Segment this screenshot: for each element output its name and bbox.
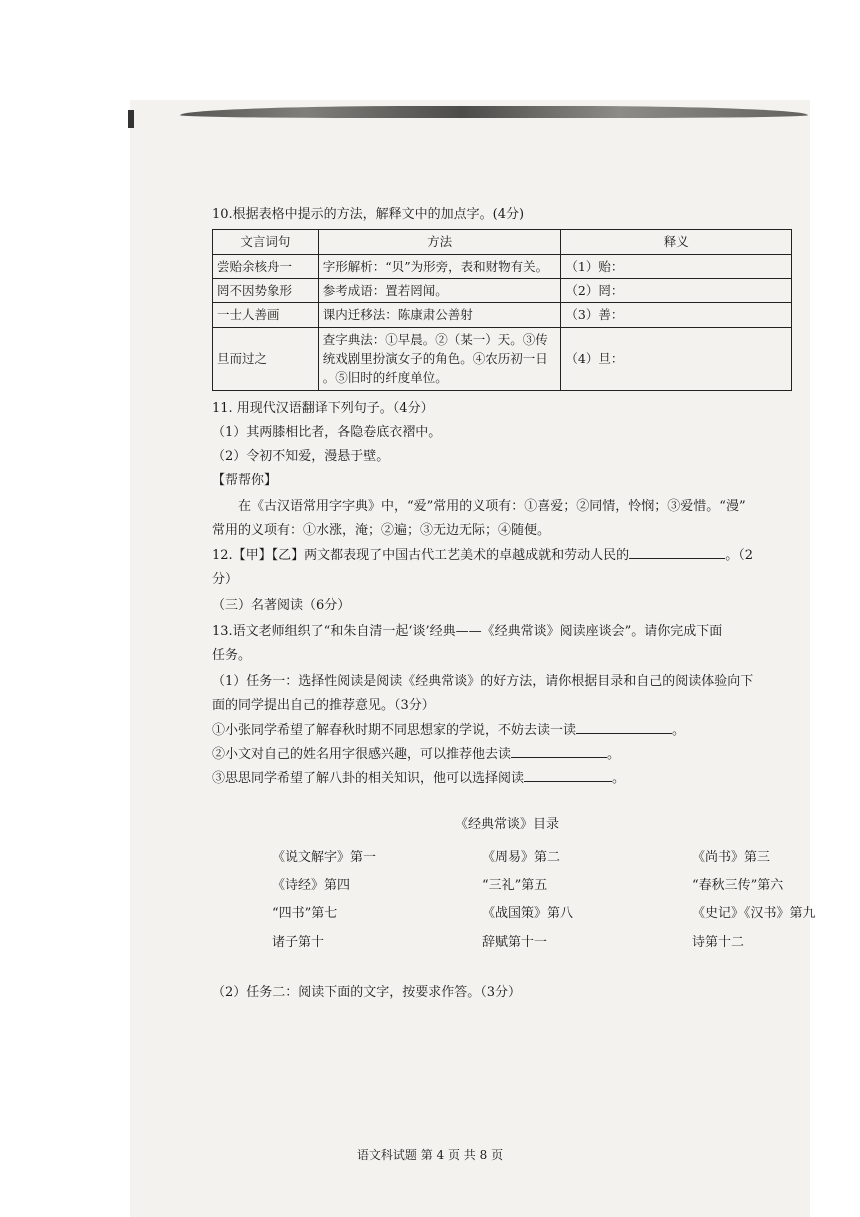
q10-cell: 一士人善画 (213, 303, 319, 327)
task2-heading: （2）任务二：阅读下面的文字，按要求作答。（3分） (212, 984, 522, 1000)
task1-item-2-blank[interactable] (511, 745, 607, 758)
toc-item: 《诗经》第四 (272, 878, 351, 894)
help-title: 【帮帮你】 (212, 473, 278, 489)
q10-cell: （3）善： (561, 303, 792, 327)
q11-heading: 11. 用现代汉语翻译下列句子。（4分） (212, 400, 434, 416)
q10-cell: 参考成语：置若罔闻。 (318, 278, 561, 302)
q11-sentence-2: （2）令初不知爱，漫悬于壁。 (212, 449, 390, 465)
help-text-line-2: 常用的义项有：①水涨，淹；②遍；③无边无际；④随便。 (212, 523, 551, 539)
q10-row (213, 327, 792, 390)
q10-row (213, 254, 792, 278)
q10-heading: 10.根据表格中提示的方法，解释文中的加点字。(4分) (212, 207, 525, 222)
task1-item-2-text: ②小文对自己的姓名用字很感兴趣，可以推荐他去读 (212, 746, 512, 762)
q10-cell: （2）罔： (561, 278, 792, 302)
toc-item: 《战国策》第八 (482, 906, 574, 922)
q12-answer-blank[interactable] (629, 546, 725, 559)
toc-item: 《周易》第二 (482, 850, 561, 866)
task1-item-1-text: ①小张同学希望了解春秋时期不同思想家的学说，不妨去读一读 (212, 722, 577, 738)
q10-cell: （4）旦： (561, 327, 792, 390)
toc-item: “三礼”第五 (482, 878, 548, 894)
toc-item: 《史记》《汉书》第九 (692, 906, 816, 922)
task1-item-2-period: 。 (607, 746, 621, 762)
toc-item: “四书”第七 (272, 906, 338, 922)
task1-item-3-text: ③思思同学希望了解八卦的相关知识，他可以选择阅读 (212, 770, 525, 786)
q10-cell: 查字典法：①早晨。②（某一）天。③传统戏剧里扮演女子的角色。④农历初一日 。⑤旧时的纤度单位。 (318, 327, 561, 390)
exam-content (212, 205, 816, 1003)
q13-line-1: 13.语文老师组织了“和朱自清一起‘谈’经典——《经典常谈》阅读座谈会”。请你完成下面 (212, 624, 723, 640)
page-footer: 语文科试题 第 4 页 共 8 页 (356, 1148, 504, 1162)
q10-header-row (213, 230, 792, 254)
q10-cell: （1）贻： (561, 254, 792, 278)
q10-cell: 罔不因势象形 (213, 278, 319, 302)
q11-sentence-1: （1）其两膝相比者，各隐卷底衣褶中。 (212, 424, 442, 440)
task1-item-3 (212, 769, 802, 789)
task1-item-1-blank[interactable] (576, 721, 672, 734)
paper-fold-shadow (180, 106, 808, 118)
q10-row (213, 303, 792, 327)
q10-row (213, 278, 792, 302)
toc-list (212, 848, 816, 953)
q10-table (212, 229, 792, 391)
q12-line-1 (212, 546, 802, 566)
q13-line-2: 任务。 (212, 648, 252, 664)
q12-text-end: 。（2 (725, 547, 753, 563)
q10-cell: 旦而过之 (213, 327, 319, 390)
page-corner-mark (128, 110, 134, 128)
toc-item: 诸子第十 (272, 934, 325, 950)
q10-cell: 课内迁移法：陈康肃公善射 (318, 303, 561, 327)
task1-line-1: （1）任务一：选择性阅读是阅读《经典常谈》的好方法，请你根据目录和自己的阅读体验向下 (212, 674, 754, 690)
help-text-line-1: 在《古汉语常用字字典》中，“爱”常用的义项有：①喜爱；②同情，怜悯；③爱惜。“漫” (238, 499, 746, 515)
toc-item: 辞赋第十一 (482, 934, 548, 950)
q12-line-2: 分） (212, 571, 239, 587)
toc-item: 诗第十二 (692, 934, 745, 950)
task1-item-3-period: 。 (612, 770, 626, 786)
task1-line-2: 面的同学提出自己的推荐意见。（3分） (212, 698, 435, 714)
q10-cell: 尝贻余核舟一 (213, 254, 319, 278)
q10-cell: 字形解析：“贝”为形旁，表和财物有关。 (318, 254, 561, 278)
section-3-heading: （三）名著阅读（6分） (212, 597, 351, 613)
q10-header-cell: 方法 (318, 230, 561, 254)
q10-header-cell: 文言词句 (213, 230, 319, 254)
toc-item: “春秋三传”第六 (692, 878, 784, 894)
task1-item-2 (212, 745, 802, 765)
task1-item-3-blank[interactable] (524, 769, 612, 782)
toc-item: 《尚书》第三 (692, 850, 771, 866)
task1-item-1-period: 。 (672, 722, 686, 738)
toc-item: 《说文解字》第一 (272, 850, 377, 866)
toc-title: 《经典常谈》目录 (454, 817, 559, 833)
q12-text: 12.【甲】【乙】两文都表现了中国古代工艺美术的卓越成就和劳动人民的 (212, 547, 630, 563)
task1-item-1 (212, 721, 802, 741)
q10-header-cell: 释义 (561, 230, 792, 254)
